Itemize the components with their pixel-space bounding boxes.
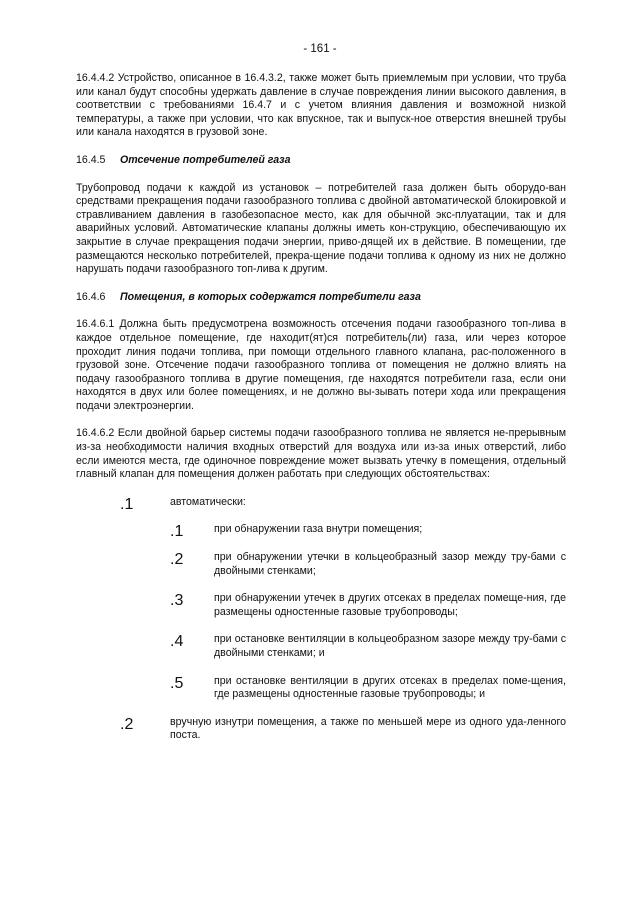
- list-item-text: при обнаружении газа внутри помещения;: [214, 523, 423, 536]
- heading-title: Помещения, в которых содержатся потребители газа: [120, 290, 421, 303]
- list-item-text: автоматически:: [170, 495, 246, 508]
- heading-number: 16.4.6: [76, 290, 106, 303]
- list-marker: .3: [170, 592, 184, 610]
- list-marker: .1: [120, 495, 134, 513]
- list-item-text: при остановке вентиляции в других отсеках в пределах поме-щения, где размещены одностенные газовые трубопроводы; и: [214, 674, 566, 701]
- list-marker: .1: [170, 523, 184, 541]
- sub-list-item: [76, 592, 566, 619]
- sub-list-item: [76, 551, 566, 578]
- sub-list-item: [76, 675, 566, 702]
- list-marker: .5: [170, 674, 184, 692]
- list-marker: .2: [120, 715, 134, 733]
- list-marker: .2: [170, 551, 184, 569]
- heading-16-4-5: [76, 154, 566, 168]
- list-item-text: при остановке вентиляции в кольцеобразном зазоре между тру-бами с двойными стенками; и: [214, 633, 566, 659]
- page-number: - 161 -: [303, 43, 337, 55]
- document-body: [76, 72, 566, 743]
- list-item-text: при обнаружении утечек в других отсеках в пределах помеще-ния, где размещены одностенные газовые трубопроводы;: [214, 592, 566, 618]
- sub-list-item: [76, 523, 566, 541]
- list-item-text: вручную изнутри помещения, а также по меньшей мере из одного уда-ленного поста.: [170, 715, 566, 742]
- list-item: [76, 716, 566, 743]
- list-item-text: при обнаружении утечки в кольцеобразный зазор между тру-бами с двойными стенками;: [214, 551, 566, 577]
- paragraph-16-4-5: Трубопровод подачи к каждой из установок – потребителей газа должен быть оборудо-ван средствами прекращения подачи газообразного топлива с двойной автоматической блокировкой и стравливанием давления в газобезопасное место, как для обычной экс-плуатации, так и для аварийных условий. Автоматические клапаны должны иметь кон-струкцию, обеспечивающую их закрытие в случае прекращения подачи энергии, приво-дящей их в действие. В помещении, где размещаются несколько потребителей, прекра-щение подачи топлива к одному из них не должно нарушать подачи газообразного топ-лива к другим.: [76, 181, 566, 276]
- paragraph-16-4-4-2: 16.4.4.2 Устройство, описанное в 16.4.3.2, также может быть приемлемым при условии, что труба или канал будут способны удержать давление в случае повреждения линии высокого давления, в соответствии с требованиями 16.4.7 и с учетом влияния давления и возможной низкой температуры, а также при условии, что как впускное, так и выпуск-ное отверстия внешней трубы или канала находятся в грузовой зоне.: [76, 72, 566, 139]
- paragraph-16-4-6-1: 16.4.6.1 Должна быть предусмотрена возможность отсечения подачи газообразного топ-лива в каждое отдельное помещение, где находит(ят)ся потребитель(ли) газа, или через которое проходит линия подачи топлива, при помощи отдельного главного клапана, рас-положенного в грузовой зоне. Отсечение подачи газообразного топлива от помещения не должно влиять на подачу газообразного топлива в другие помещения, где находятся потребители газа, если они находятся в двух или более помещениях, и не должно вы-зывать потери хода или прекращения подачи электроэнергии.: [76, 318, 566, 412]
- list-marker: .4: [170, 633, 184, 651]
- paragraph-16-4-6-2: 16.4.6.2 Если двойной барьер системы подачи газообразного топлива не является не-прерывным из-за необходимости наличия входных отверстий для воздуха или из-за иных отверстий, либо если имеются места, где одиночное повреждение может вызвать утечку в помещения, отдельный главный клапан для помещения должен работать при следующих обстоятельствах:: [76, 427, 566, 481]
- heading-16-4-6: [76, 291, 566, 305]
- sub-list-item: [76, 633, 566, 660]
- heading-title: Отсечение потребителей газа: [120, 153, 291, 166]
- heading-number: 16.4.5: [76, 153, 106, 166]
- list-item: [76, 495, 566, 513]
